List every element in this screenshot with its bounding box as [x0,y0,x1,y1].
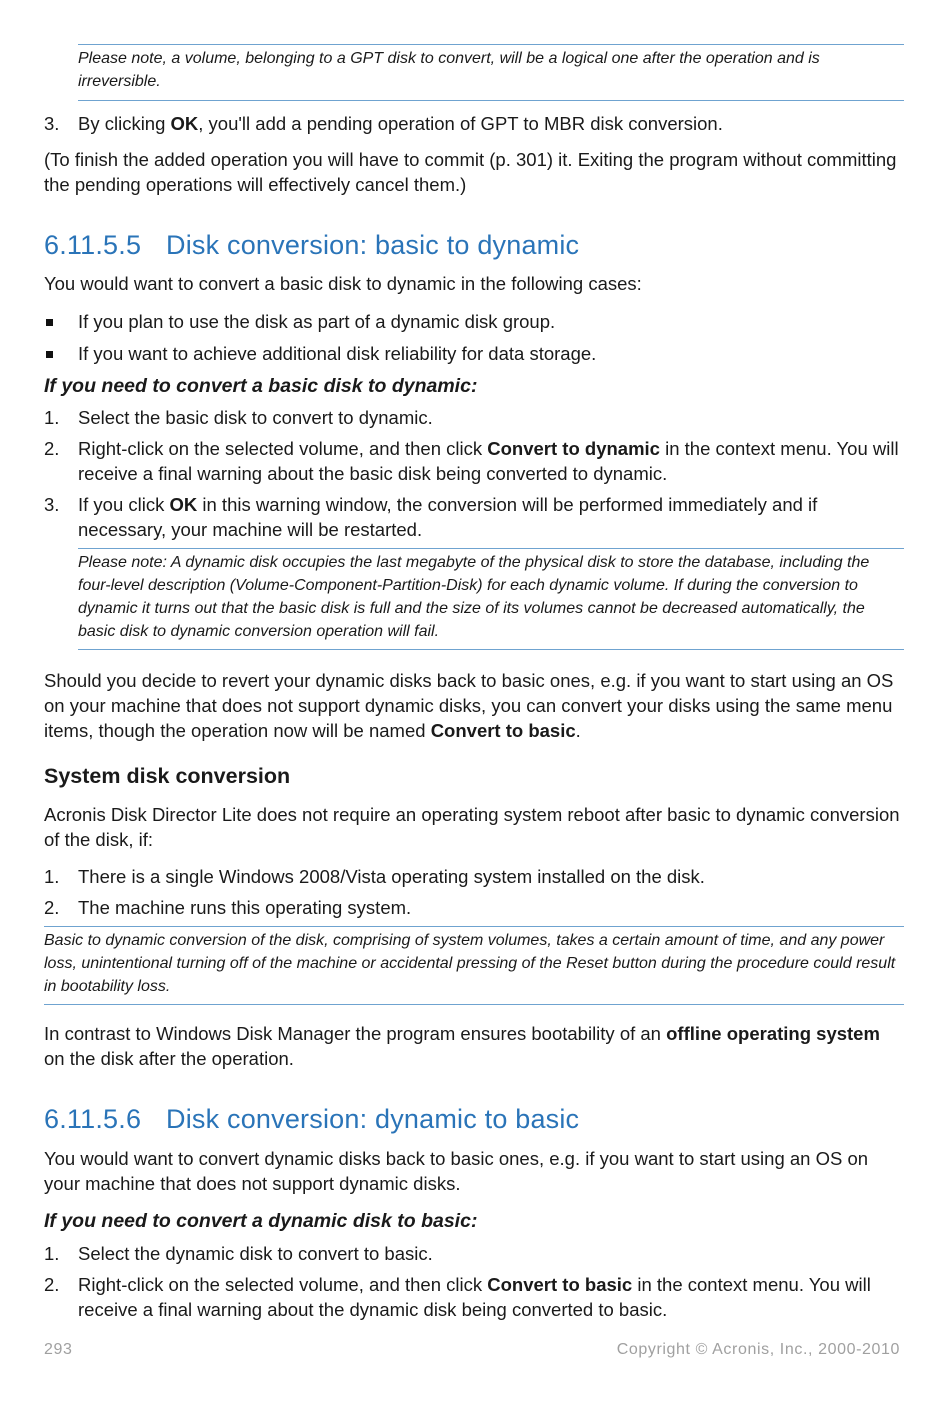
note-gpt-volume [78,44,904,101]
list-item: 3. By clicking OK, you'll add a pending operation of GPT to MBR disk conversion. [44,113,723,134]
note-text: Please note, a volume, belonging to a GPT disk to convert, will be a logical one after the operation and is irreversible. [78,50,820,90]
note-bootability [44,926,904,1005]
sysconv-intro: Acronis Disk Director Lite does not require an operating system reboot after basic to dynamic conversion of the disk, if: [44,804,900,850]
procedure-title: If you need to convert a basic disk to dynamic: [44,375,478,397]
copyright: Copyright © Acronis, Inc., 2000-2010 [616,1341,900,1358]
section-heading: 6.11.5.6 Disk conversion: dynamic to basic [44,1104,580,1134]
section-intro: You would want to convert dynamic disks back to basic ones, e.g. if you want to start using an OS on your machine that does not support dynamic disks. [44,1148,869,1194]
subsection-heading: System disk conversion [44,764,291,788]
revert-paragraph: Should you decide to revert your dynamic disks back to basic ones, e.g. if you want to start using an OS on your machine that does not support dynamic disks, you can convert your disks using the same menu items, though the operation now will be named Convert to basic. [44,670,894,741]
section-heading: 6.11.5.5 Disk conversion: basic to dynamic [44,230,580,260]
contrast-paragraph: In contrast to Windows Disk Manager the program ensures bootability of an offline operating system on the disk after the operation. [44,1023,880,1069]
list-item: 2. Right-click on the selected volume, and then click Convert to dynamic in the context menu. You will receive a final warning about the basic disk being converted to dynamic. [44,438,899,484]
bullet-item: If you want to achieve additional disk reliability for data storage. [44,341,904,366]
note-dynamic-disk [78,548,904,650]
bullet-icon [46,351,53,358]
section-intro: You would want to convert a basic disk to dynamic in the following cases: [44,273,642,294]
list-item: 1. Select the dynamic disk to convert to basic. [44,1243,433,1264]
bullet-item: If you plan to use the disk as part of a dynamic disk group. [44,309,904,334]
list-item: 1. There is a single Windows 2008/Vista operating system installed on the disk. [44,866,705,887]
list-number: 3. [44,113,60,134]
list-item: 1. Select the basic disk to convert to dynamic. [44,407,433,428]
note-text: Basic to dynamic conversion of the disk, comprising of system volumes, takes a certain amount of time, and any power loss, unintentional turning off of the machine or accidental pressing of the Reset button during the procedure could result in bootability loss. [44,932,896,995]
procedure-title: If you need to convert a dynamic disk to basic: [44,1210,478,1232]
note-text: Please note: A dynamic disk occupies the last megabyte of the physical disk to store the database, including the four-level description (Volume-Component-Partition-Disk) for each dynamic volume. If during the conversion to dynamic it turns out that the basic disk is full and the size of its volumes cannot be decreased automatically, the basic disk to dynamic conversion operation will fail. [78,554,870,640]
list-item: 3. If you click OK in this warning window, the conversion will be performed immediately and if necessary, your machine will be restarted. [44,494,818,540]
commit-paragraph: (To finish the added operation you will have to commit (p. 301) it. Exiting the program without committing the pending operations will effectively cancel them.) [44,149,897,195]
list-item: 2. The machine runs this operating system. [44,897,412,918]
list-item: 2. Right-click on the selected volume, and then click Convert to basic in the context menu. You will receive a final warning about the dynamic disk being converted to basic. [44,1274,871,1320]
bullet-icon [46,319,53,326]
page-number: 293 [44,1341,73,1358]
